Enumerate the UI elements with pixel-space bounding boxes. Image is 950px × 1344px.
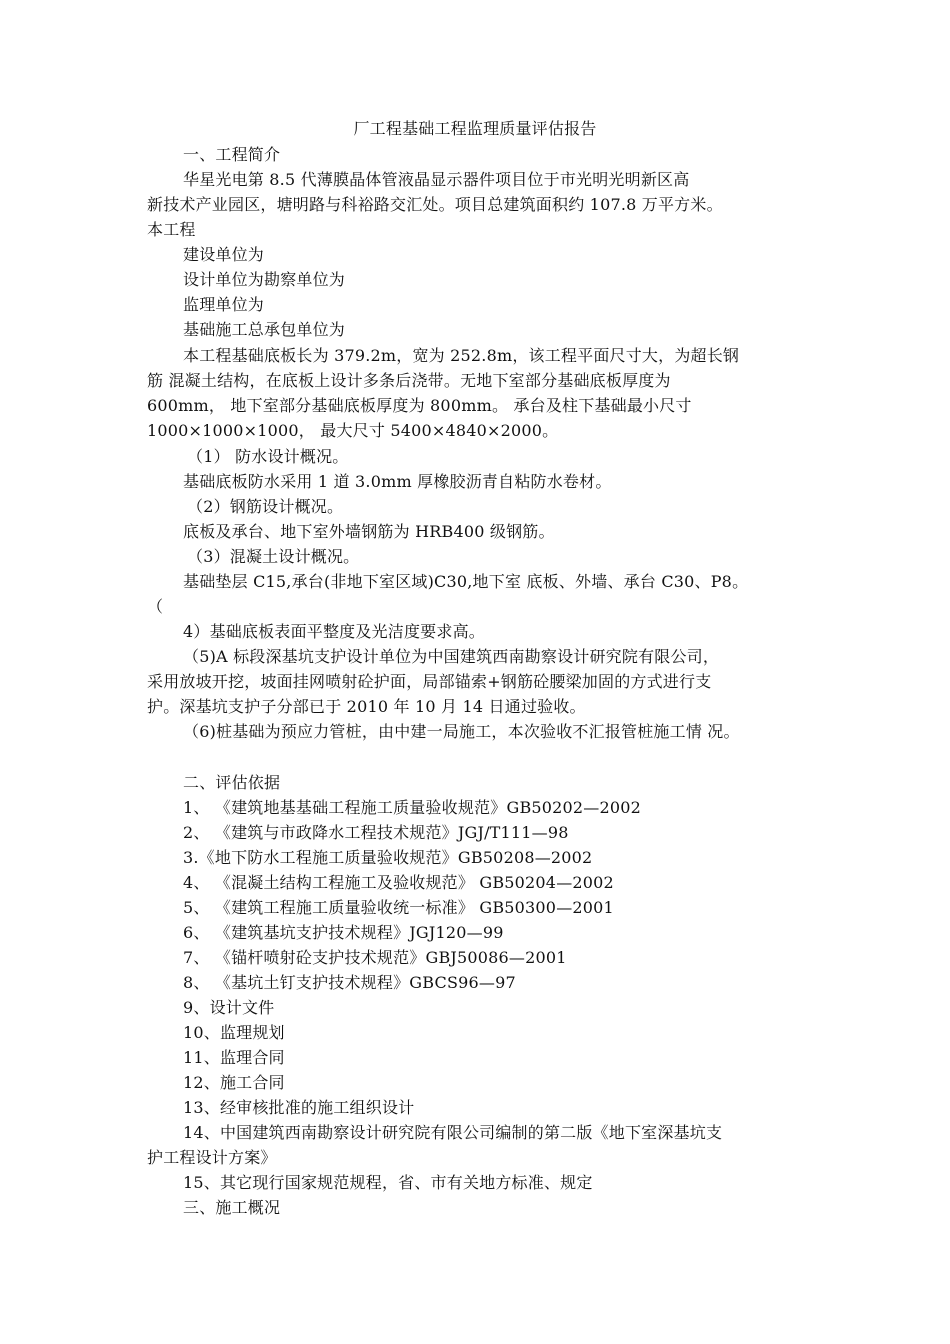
paragraph-line: （: [147, 597, 164, 616]
list-item: 1、 《建筑地基基础工程施工质量验收规范》GB50202—2002: [183, 798, 642, 817]
paragraph-line: 华星光电第 8.5 代薄膜晶体管液晶显示器件项目位于市光明光明新区高: [183, 170, 690, 189]
paragraph-line: 本工程: [147, 220, 196, 239]
list-item: 12、施工合同: [183, 1073, 285, 1092]
paragraph-line: 护。深基坑支护子分部已于 2010 年 10 月 14 日通过验收。: [147, 697, 586, 716]
list-item: 4、 《混凝土结构工程施工及验收规范》 GB50204—2002: [183, 873, 614, 892]
list-item-continuation: 护工程设计方案》: [147, 1148, 277, 1167]
paragraph-line: 基础垫层 C15,承台(非地下室区域)C30,地下室 底板、外墙、承台 C30、P8。: [183, 572, 749, 591]
subheading-rebar: （2）钢筋设计概况。: [187, 497, 344, 516]
section-heading-project-overview: 一、工程简介: [183, 145, 281, 164]
list-item: 14、中国建筑西南勘察设计研究院有限公司编制的第二版《地下室深基坑支: [183, 1123, 723, 1142]
design-unit-line: 设计单位为勘察单位为: [183, 270, 346, 289]
list-item: 8、 《基坑土钉支护技术规程》GBCS96—97: [183, 973, 516, 992]
list-item: 2、 《建筑与市政降水工程技术规范》JGJ/T111—98: [183, 823, 569, 842]
list-item: 11、监理合同: [183, 1048, 285, 1067]
list-item: 6、 《建筑基坑支护技术规程》JGJ120—99: [183, 923, 504, 942]
list-item: 9、设计文件: [183, 998, 275, 1017]
subheading-concrete: （3）混凝土设计概况。: [187, 547, 360, 566]
paragraph-line: 筋 混凝土结构，在底板上设计多条后浇带。无地下室部分基础底板厚度为: [147, 371, 671, 390]
list-item: 7、 《锚杆喷射砼支护技术规范》GBJ50086—2001: [183, 948, 567, 967]
paragraph-line: 600mm， 地下室部分基础底板厚度为 800mm。 承台及柱下基础最小尺寸: [147, 396, 692, 415]
paragraph-line: 1000×1000×1000， 最大尺寸 5400×4840×2000。: [147, 421, 559, 440]
list-item: 3.《地下防水工程施工质量验收规范》GB50208—2002: [183, 848, 593, 867]
section-heading-basis: 二、评估依据: [183, 773, 281, 792]
contractor-unit-line: 基础施工总承包单位为: [183, 320, 346, 339]
section-heading-construction: 三、施工概况: [183, 1198, 281, 1217]
paragraph-line: 新技术产业园区，塘明路与科裕路交汇处。项目总建筑面积约 107.8 万平方米。: [147, 195, 723, 214]
list-item: 15、其它现行国家规范规程，省、市有关地方标准、规定: [183, 1173, 593, 1192]
list-item: 13、经审核批准的施工组织设计: [183, 1098, 415, 1117]
paragraph-line: 基础底板防水采用 1 道 3.0mm 厚橡胶沥青自粘防水卷材。: [183, 472, 612, 491]
paragraph-line: 4）基础底板表面平整度及光洁度要求高。: [183, 622, 485, 641]
paragraph-line: 本工程基础底板长为 379.2m，宽为 252.8m，该工程平面尺寸大，为超长钢: [183, 346, 740, 365]
paragraph-line: （5)A 标段深基坑支护设计单位为中国建筑西南勘察设计研究院有限公司，: [183, 647, 720, 666]
list-item: 5、 《建筑工程施工质量验收统一标准》 GB50300—2001: [183, 898, 614, 917]
document-title: 厂工程基础工程监理质量评估报告: [353, 119, 597, 138]
paragraph-line: （6)桩基础为预应力管桩，由中建一局施工，本次验收不汇报管桩施工情 况。: [183, 722, 740, 741]
supervision-unit-line: 监理单位为: [183, 295, 265, 314]
paragraph-line: 底板及承台、地下室外墙钢筋为 HRB400 级钢筋。: [183, 522, 555, 541]
paragraph-line: 采用放坡开挖，坡面挂网喷射砼护面，局部锚索+钢筋砼腰梁加固的方式进行支: [147, 672, 712, 691]
construction-unit-line: 建设单位为: [183, 245, 265, 264]
list-item: 10、监理规划: [183, 1023, 285, 1042]
subheading-waterproof: （1） 防水设计概况。: [187, 447, 349, 466]
